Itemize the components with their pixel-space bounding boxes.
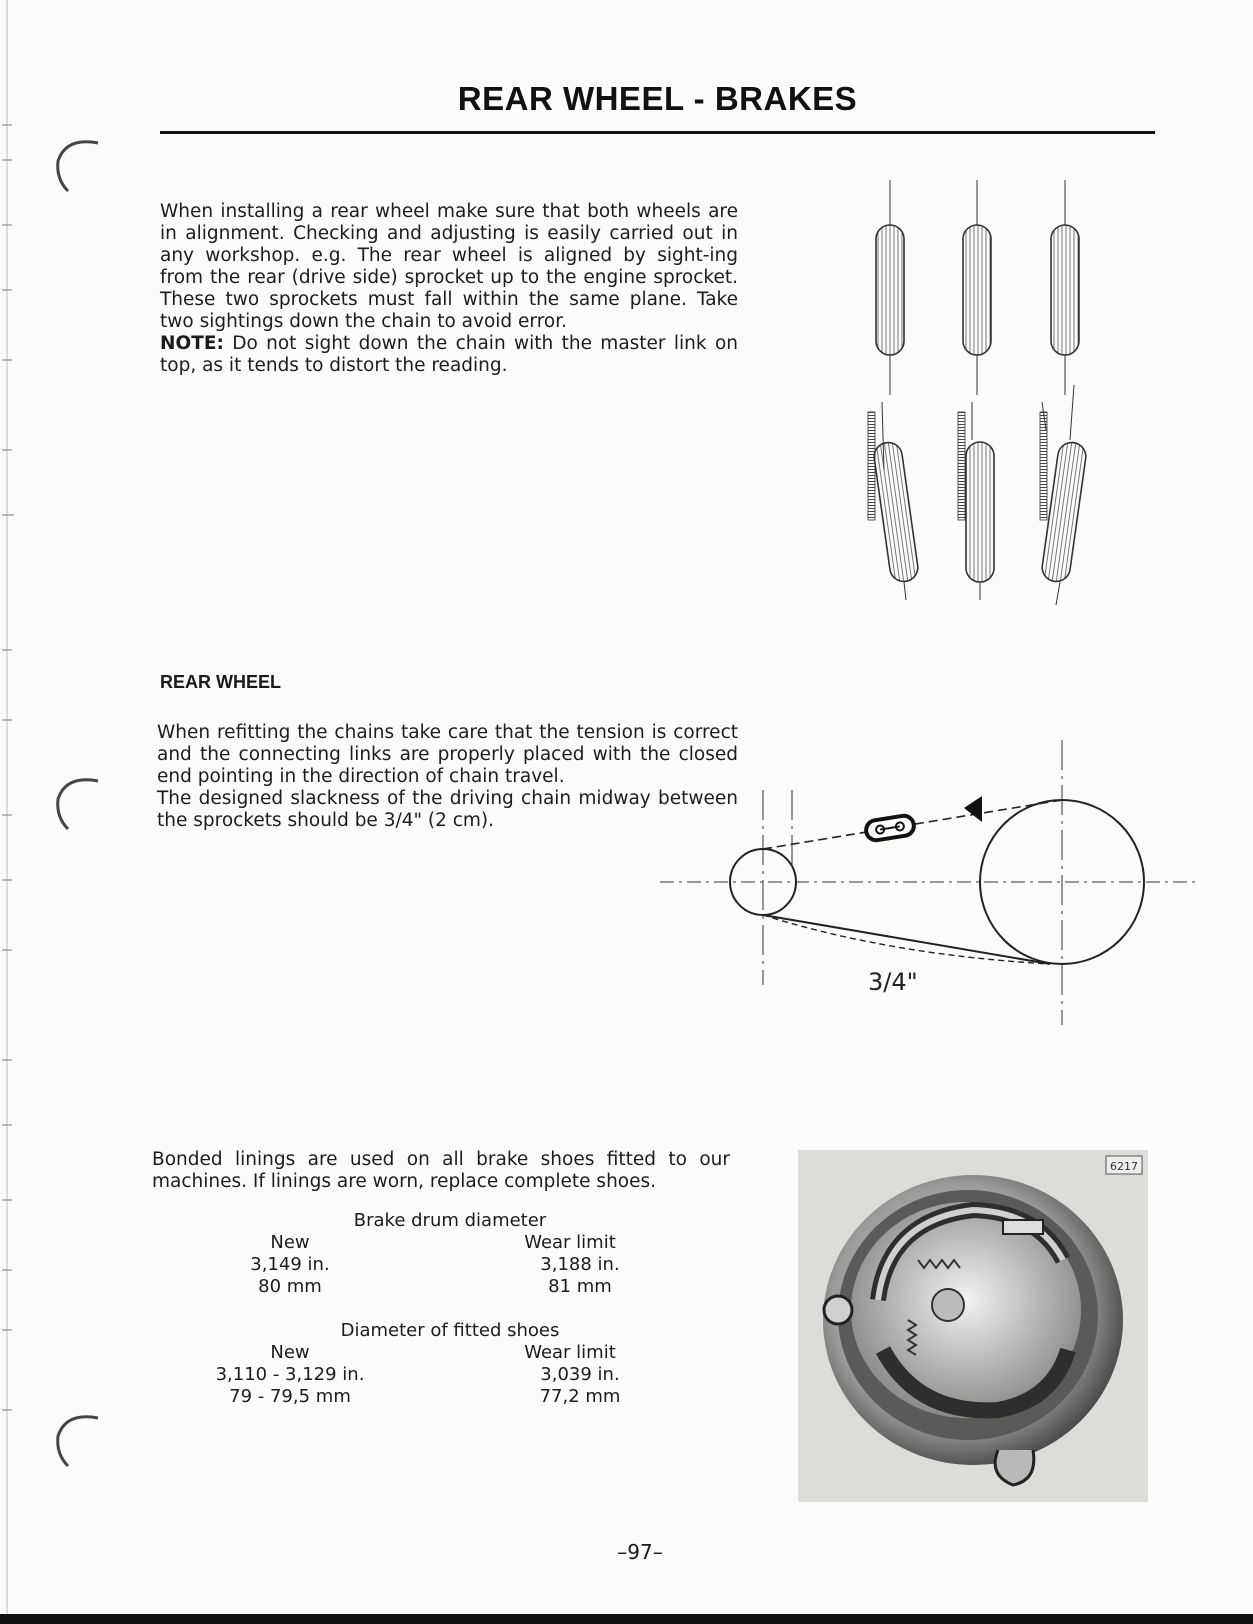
drum-new-in: 3,149 in. <box>250 1254 330 1275</box>
drum-limit-header: Wear limit <box>524 1232 616 1253</box>
chain-slack-diagram <box>650 740 1210 1030</box>
chain-slack-text: The designed slackness of the driving chain midway between the sprockets should be 3/4" (2 cm). <box>157 788 738 831</box>
binder-hole-arc <box>48 1410 108 1470</box>
shoes-title: Diameter of fitted shoes <box>340 1320 560 1341</box>
bottom-edge <box>0 1614 1253 1624</box>
wheel-alignment-diagram <box>860 180 1100 610</box>
brakes-paragraph: Bonded linings are used on all brake shoes fitted to our machines. If linings are worn, replace complete shoes. <box>152 1149 730 1192</box>
slack-label: 3/4" <box>868 968 918 996</box>
shoes-new-header: New <box>270 1342 310 1363</box>
shoes-limit-in: 3,039 in. <box>540 1364 620 1385</box>
shoes-new-in: 3,110 - 3,129 in. <box>215 1364 365 1385</box>
binder-hole-arc <box>48 773 108 833</box>
brake-specs <box>150 1210 730 1420</box>
direction-arrow-icon <box>964 796 982 822</box>
aligned-wheels <box>876 180 1079 395</box>
shoes-new-mm: 79 - 79,5 mm <box>229 1386 351 1407</box>
brake-assembly-photo <box>798 1150 1148 1502</box>
chain-fitting-text: When refitting the chains take care that the tension is correct and the connecting links are properly placed with the closed end pointing in the direction of chain travel. <box>157 722 738 787</box>
photo-code: 6217 <box>1110 1160 1138 1173</box>
drum-limit-in: 3,188 in. <box>540 1254 620 1275</box>
drum-limit-mm: 81 mm <box>548 1276 612 1297</box>
margin-marks <box>0 0 14 1624</box>
shoes-limit-mm: 77,2 mm <box>539 1386 621 1407</box>
note-text: Do not sight down the chain with the master link on top, as it tends to distort the reading. <box>160 333 738 376</box>
alignment-paragraph <box>160 201 738 377</box>
page-number: –97– <box>617 1540 663 1564</box>
binder-hole-arc <box>48 135 108 195</box>
note-label: NOTE: <box>160 333 224 354</box>
drum-new-mm: 80 mm <box>258 1276 322 1297</box>
connecting-link-icon <box>865 814 916 841</box>
shoes-limit-header: Wear limit <box>524 1342 616 1363</box>
drum-title: Brake drum diameter <box>353 1210 547 1231</box>
title-underline <box>160 131 1155 134</box>
page-title: REAR WHEEL - BRAKES <box>457 80 858 117</box>
rear-wheel-heading: REAR WHEEL <box>160 672 281 692</box>
drum-new-header: New <box>270 1232 310 1253</box>
misaligned-wheels <box>868 385 1088 605</box>
alignment-text: When installing a rear wheel make sure that both wheels are in alignment. Checking and adjusting is easily carried out in any workshop. e.g. The rear wheel is aligned by sight-ing from the rear (drive side) sprocket up to the engine sprocket. These two sprockets must fall within the same plane. Take two sightings down the chain to avoid error. <box>160 201 738 332</box>
